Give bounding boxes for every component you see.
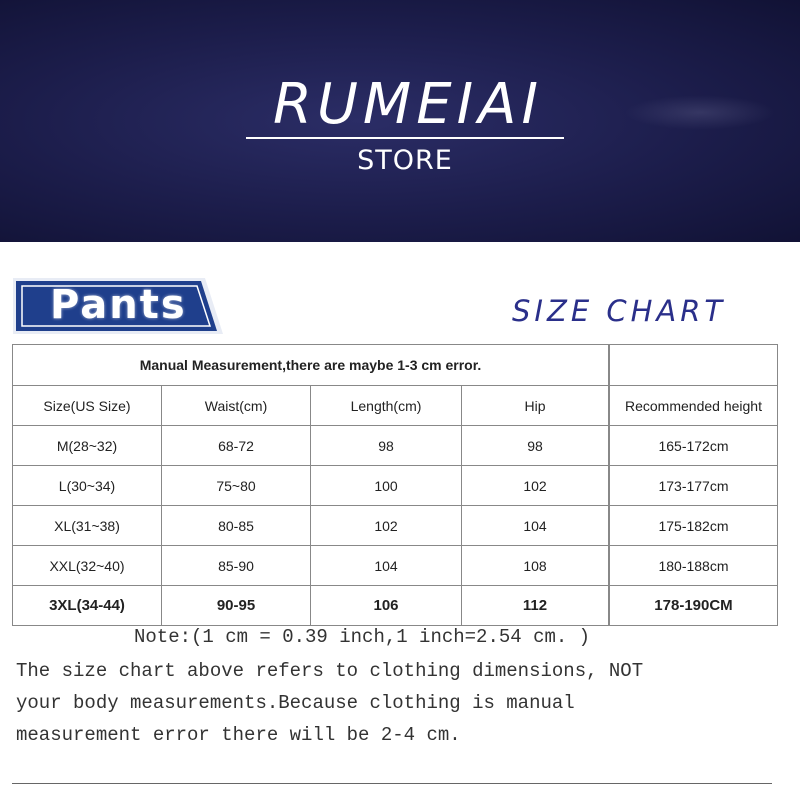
header-hip: Hip [462, 386, 609, 426]
height-cell: 165-172cm [610, 426, 778, 466]
table-row [13, 466, 609, 506]
note-line: your body measurements.Because clothing is manual [16, 692, 575, 714]
measurement-note: Manual Measurement,there are maybe 1-3 cm error. [13, 345, 609, 386]
waist-cell: 85-90 [162, 546, 311, 586]
length-cell: 102 [311, 506, 462, 546]
height-cell: 173-177cm [610, 466, 778, 506]
height-table-blank [610, 345, 778, 386]
section-title: Pants [50, 282, 187, 328]
header-row [13, 386, 609, 426]
table-row [13, 586, 609, 626]
waist-cell: 80-85 [162, 506, 311, 546]
note-line: The size chart above refers to clothing dimensions, NOT [16, 660, 644, 682]
store-label: STORE [357, 145, 453, 176]
size-cell: XL(31~38) [13, 506, 162, 546]
hip-cell: 108 [462, 546, 609, 586]
length-cell: 104 [311, 546, 462, 586]
length-cell: 98 [311, 426, 462, 466]
header-length: Length(cm) [311, 386, 462, 426]
hip-cell: 98 [462, 426, 609, 466]
length-cell: 100 [311, 466, 462, 506]
waist-cell: 90-95 [162, 586, 311, 626]
table-row [13, 546, 609, 586]
waist-cell: 68-72 [162, 426, 311, 466]
height-cell: 178-190CM [610, 586, 778, 626]
banner-watermark [625, 95, 775, 130]
brand-name: RUMEIAI [273, 72, 543, 137]
header-height: Recommended height [610, 386, 778, 426]
size-cell: 3XL(34-44) [13, 586, 162, 626]
bottom-divider [12, 783, 772, 784]
size-cell: L(30~34) [13, 466, 162, 506]
brand-underline [246, 137, 564, 139]
store-banner [0, 0, 800, 242]
chart-title: SIZE CHART [512, 294, 727, 328]
height-table [609, 344, 778, 626]
header-size: Size(US Size) [13, 386, 162, 426]
size-table [12, 344, 609, 626]
height-cell: 175-182cm [610, 506, 778, 546]
hip-cell: 104 [462, 506, 609, 546]
note-line: measurement error there will be 2-4 cm. [16, 724, 461, 746]
table-row [13, 426, 609, 466]
waist-cell: 75~80 [162, 466, 311, 506]
size-cell: XXL(32~40) [13, 546, 162, 586]
height-cell: 180-188cm [610, 546, 778, 586]
hip-cell: 102 [462, 466, 609, 506]
length-cell: 106 [311, 586, 462, 626]
conversion-note: Note:(1 cm = 0.39 inch,1 inch=2.54 cm. ) [134, 626, 591, 648]
size-cell: M(28~32) [13, 426, 162, 466]
table-row [13, 506, 609, 546]
header-waist: Waist(cm) [162, 386, 311, 426]
hip-cell: 112 [462, 586, 609, 626]
